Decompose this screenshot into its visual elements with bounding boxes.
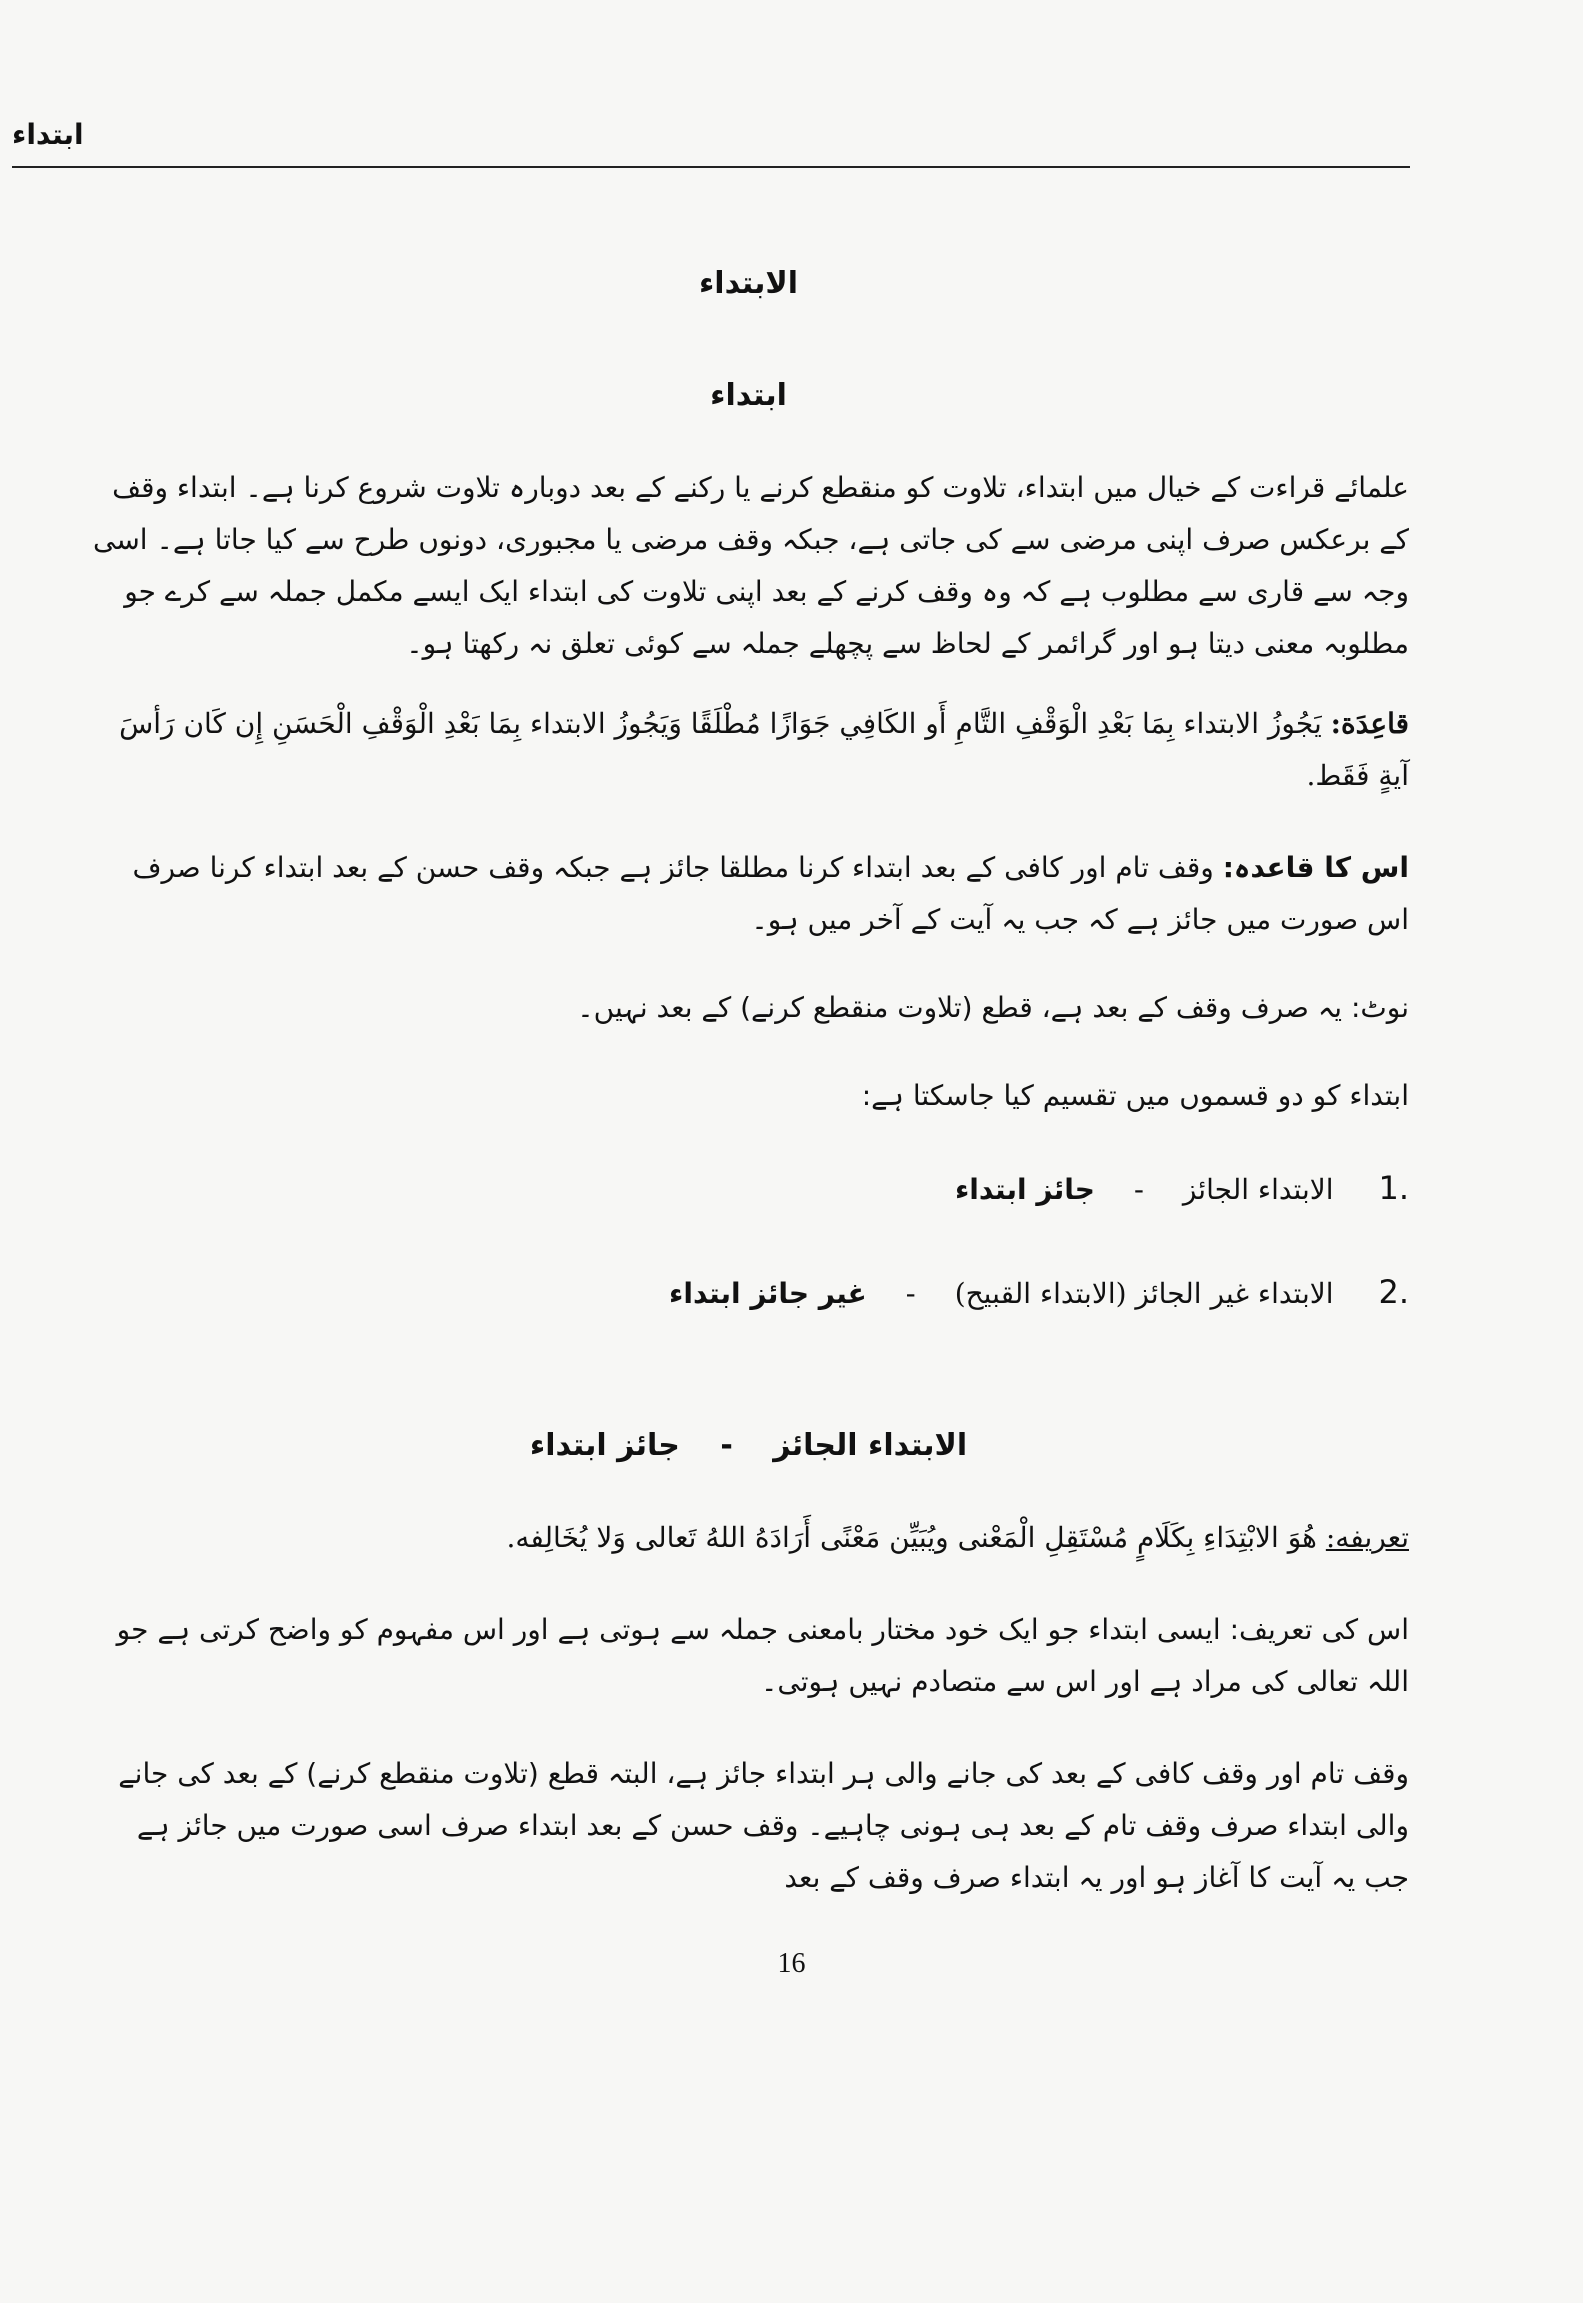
qaida-label: قاعِدَة: [1330,707,1409,740]
list-dash: - [905,1277,916,1310]
qaida-arabic-line-1: يَجُوزُ الابتداء بِمَا بَعْدِ الْوَقْفِ التَّامِ أَو الكَافِي جَوَازًا مُطْلَقًا وَيَجُوزُ الابتداء بِمَا بَعْدِ الْوَقْفِ الْحَسَنِ إِن كَان رَأسَ آيةٍ [119,707,1409,792]
section-heading-arabic: الابتداء الجائز [773,1428,968,1463]
intro-line-1: علمائے قراءت کے خیال میں ابتداء، تلاوت کو منقطع کرنے یا رکنے کے بعد دوبارہ تلاوت شروع کرنا ہے۔ ابتداء وقف کے برعکس [112,471,1409,556]
running-header-title: ابتداء [12,118,84,151]
division-intro: ابتداء کو دو قسموں میں تقسیم کیا جاسکتا ہے: [861,1079,1409,1112]
section-heading [88,1420,1409,1472]
intro-line-3: ہے کہ وہ وقف کرنے کے بعد اپنی تلاوت کی ابتداء ایک ایسے مکمل جملہ سے کرے جو مطلوبہ معنی دیتا ہو اور گرائمر کے لحاظ سے پچھلے [124,575,1409,660]
definition-urdu-line-1: اس کی تعریف: ایسی ابتداء جو ایک خود مختار بامعنی جملہ سے ہوتی ہے اور اس مفہوم کو واضح کرتی ہے جو اللہ تعالی کی مراد ہے اور اس سے [116,1613,1409,1698]
list-dash: - [1133,1173,1144,1206]
section-heading-dash: - [720,1428,733,1463]
note: نوٹ: یہ صرف وقف کے بعد ہے، قطع (تلاوت منقطع کرنے) کے بعد نہیں۔ [577,991,1409,1024]
last-paragraph-line-1: وقف تام اور وقف کافی کے بعد کی جانے والی ہر ابتداء جائز ہے، البتہ قطع (تلاوت منقطع کرنے) کے بعد کی جانے والی ابتداء صرف وقف تام [118,1757,1409,1842]
running-header [12,110,1410,168]
qaida-urdu [88,842,1409,946]
list-item-1 [88,1162,1409,1216]
qaida-arabic [88,698,1409,802]
list-urdu: غیر جائز ابتداء [669,1277,867,1310]
definition-label: تعریفه: [1325,1521,1409,1554]
list-number: 2. [1378,1273,1409,1311]
intro-line-4: جملہ سے کوئی تعلق نہ رکھتا ہو۔ [406,627,800,660]
last-paragraph-line-2: کے بعد ہی ہونی چاہیے۔ وقف حسن کے بعد ابتداء صرف اسی صورت میں جائز ہے جب یہ آیت کا آغاز ہو اور یہ ابتداء صرف وقف کے بعد [136,1809,1409,1894]
qaida-urdu-line-2: کہ جب یہ آیت کے آخر میں ہو۔ [751,903,1118,936]
definition-urdu [88,1604,1409,1708]
list-number: 1. [1378,1169,1409,1207]
qaida-urdu-label: اس کا قاعدہ: [1222,851,1409,884]
list-urdu: جائز ابتداء [954,1173,1095,1206]
qaida-arabic-line-2: فَقَط. [1306,759,1370,792]
page-subtitle: ابتداء [710,378,787,413]
list-arabic: الابتداء الجائز [1182,1173,1334,1206]
last-paragraph [88,1748,1409,1904]
qaida-urdu-line-1: وقف تام اور کافی کے بعد ابتداء کرنا مطلقا جائز ہے جبکہ وقف حسن کے بعد ابتداء کرنا صرف اس صورت میں جائز ہے [132,851,1409,936]
page-title: الابتداء [698,266,799,301]
list-item-2 [88,1266,1409,1320]
list-arabic: الابتداء غير الجائز (الابتداء القبيح) [954,1277,1334,1310]
definition-arabic [88,1512,1409,1564]
intro-paragraph [88,462,1409,670]
intro-line-2: صرف اپنی مرضی سے کی جاتی ہے، جبکہ وقف مرضی یا مجبوری، دونوں طرح سے کیا جاتا ہے۔ اسی وجہ سے قاری سے مطلوب [92,523,1409,608]
section-heading-urdu: جائز ابتداء [529,1428,680,1463]
page-number: 16 [777,1948,806,1979]
definition-arabic-text: هُوَ الابْتِدَاءِ بِكَلَامٍ مُسْتَقِلِ الْمَعْنى ويُبَيِّن مَعْنًى أَرَادَهُ اللهُ تَعالى وَلا يُخَالِفه. [506,1521,1317,1554]
definition-urdu-line-2: متصادم نہیں ہوتی۔ [761,1665,998,1698]
